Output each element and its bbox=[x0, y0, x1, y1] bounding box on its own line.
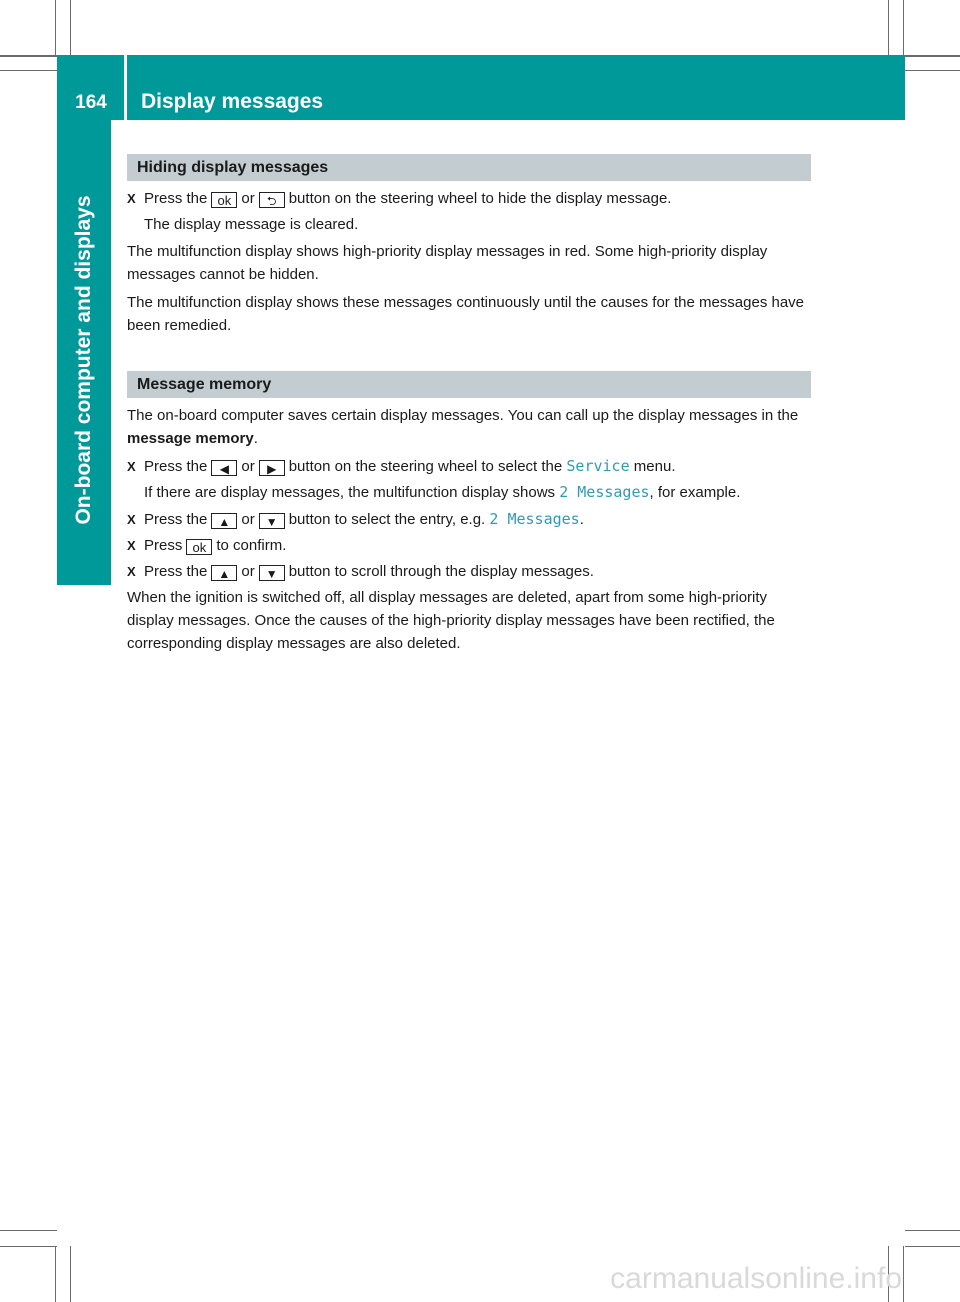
watermark: carmanualsonline.info bbox=[610, 1262, 902, 1295]
down-arrow-button-icon: ▼ bbox=[259, 565, 285, 581]
step-marker: X bbox=[127, 564, 136, 579]
crop-mark bbox=[905, 1246, 960, 1247]
section-heading-hiding: Hiding display messages bbox=[127, 154, 811, 181]
step-text: Press the bbox=[144, 511, 208, 528]
step-result bbox=[127, 481, 811, 504]
step-text: or bbox=[241, 511, 255, 528]
step-text: to confirm. bbox=[216, 537, 287, 554]
crop-mark bbox=[888, 0, 889, 55]
crop-mark bbox=[905, 55, 960, 57]
paragraph: When the ignition is switched off, all display messages are deleted, apart from some high-priority display messages. Once the causes of the high-priority display messages have been rectified, the corresponding display messages are also deleted. bbox=[127, 589, 775, 652]
step-result: The display message is cleared. bbox=[144, 216, 359, 233]
step-text: button to scroll through the display messages. bbox=[288, 563, 594, 580]
step-marker: X bbox=[127, 538, 136, 553]
paragraph: The multifunction display shows high-priority display messages in red. Some high-priority display messages cannot be hidden. bbox=[127, 243, 768, 283]
instruction-step bbox=[127, 455, 811, 478]
down-arrow-button-icon: ▼ bbox=[259, 513, 285, 529]
instruction-step bbox=[127, 534, 811, 557]
page-content bbox=[127, 154, 811, 660]
result-text: , for example. bbox=[649, 484, 741, 501]
result-text: If there are display messages, the multifunction display shows bbox=[144, 484, 556, 501]
side-tab-label: On-board computer and displays bbox=[72, 195, 95, 525]
right-arrow-button-icon: ▶ bbox=[259, 460, 285, 476]
up-arrow-button-icon: ▲ bbox=[211, 565, 237, 581]
display-text: 2 Messages bbox=[489, 510, 580, 528]
left-arrow-button-icon: ◀ bbox=[211, 460, 237, 476]
step-marker: X bbox=[127, 512, 136, 527]
crop-mark bbox=[0, 1246, 57, 1247]
section-heading-memory: Message memory bbox=[127, 371, 811, 398]
step-text: or bbox=[241, 458, 255, 475]
header-separator bbox=[124, 55, 127, 120]
crop-mark bbox=[70, 1246, 71, 1302]
crop-mark bbox=[55, 0, 56, 55]
page-number: 164 bbox=[75, 92, 107, 113]
instruction-step bbox=[127, 508, 811, 531]
display-text: 2 Messages bbox=[559, 483, 650, 501]
step-text: or bbox=[241, 563, 255, 580]
step-text: button on the steering wheel to select the bbox=[288, 458, 563, 475]
back-button-icon: ⮌ bbox=[259, 192, 285, 208]
instruction-step bbox=[127, 560, 811, 583]
step-text: menu. bbox=[633, 458, 676, 475]
crop-mark bbox=[905, 70, 960, 71]
step-text: Press the bbox=[144, 458, 208, 475]
step-text: button to select the entry, e.g. bbox=[288, 511, 486, 528]
page-title: Display messages bbox=[141, 90, 324, 113]
display-text: Service bbox=[566, 457, 630, 475]
step-text: Press the bbox=[144, 563, 208, 580]
step-marker: X bbox=[127, 459, 136, 474]
step-text: or bbox=[241, 190, 255, 207]
paragraph: The multifunction display shows these messages continuously until the causes for the messages have been remedied. bbox=[127, 294, 805, 334]
crop-mark bbox=[0, 55, 57, 57]
instruction-step bbox=[127, 187, 811, 210]
crop-mark bbox=[70, 0, 71, 55]
crop-mark bbox=[0, 70, 57, 71]
step-marker: X bbox=[127, 191, 136, 206]
step-text: Press bbox=[144, 537, 183, 554]
crop-mark bbox=[903, 0, 904, 55]
step-text: Press the bbox=[144, 190, 208, 207]
paragraph bbox=[127, 404, 811, 450]
bold-term: message memory bbox=[127, 430, 254, 447]
step-text: button on the steering wheel to hide the display message. bbox=[288, 190, 672, 207]
paragraph-text: The on-board computer saves certain display messages. You can call up the display messages in the bbox=[127, 407, 799, 424]
ok-button-icon: ok bbox=[186, 539, 212, 555]
ok-button-icon: ok bbox=[211, 192, 237, 208]
crop-mark bbox=[903, 1246, 904, 1302]
paragraph-text: . bbox=[253, 430, 258, 447]
crop-mark bbox=[0, 1230, 57, 1231]
step-text: . bbox=[579, 511, 584, 528]
crop-mark bbox=[905, 1230, 960, 1231]
up-arrow-button-icon: ▲ bbox=[211, 513, 237, 529]
crop-mark bbox=[55, 1246, 56, 1302]
